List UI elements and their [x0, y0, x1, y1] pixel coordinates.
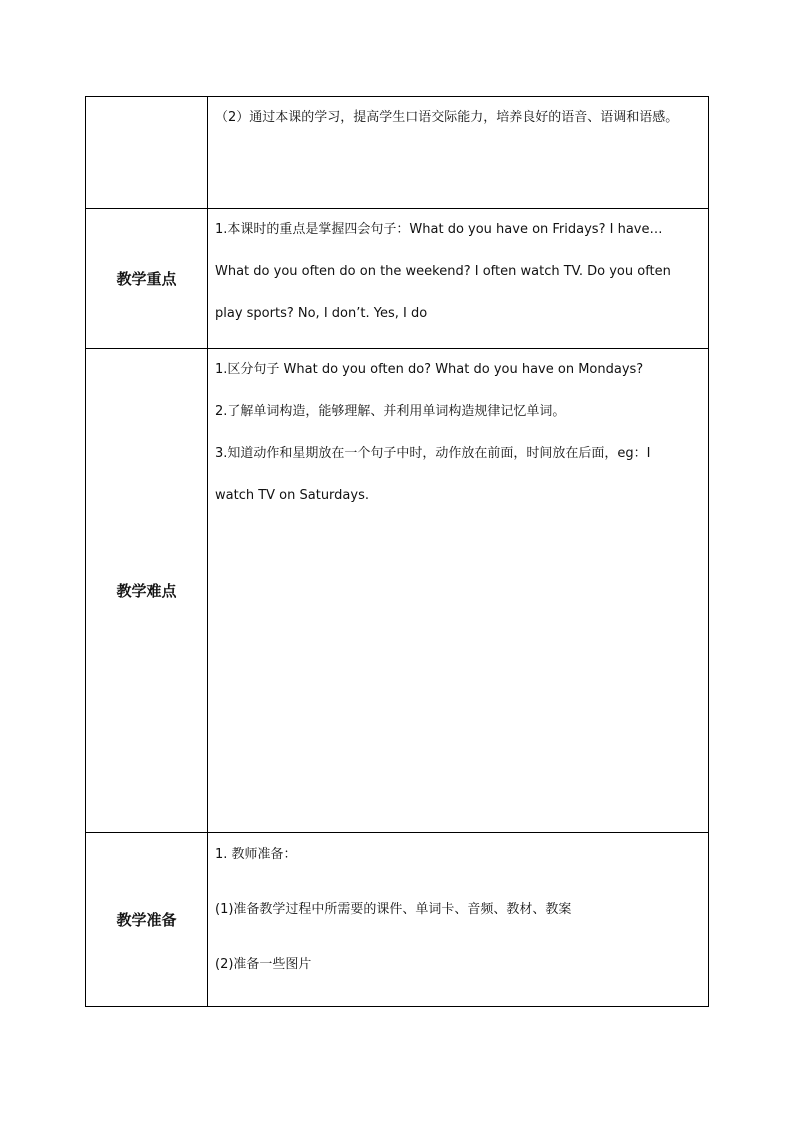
preparation-label: 教学准备: [86, 833, 208, 1007]
difficulties-line-1: 1.区分句子 What do you often do? What do you have on Mondays?: [215, 362, 644, 377]
key-points-content: [208, 209, 709, 349]
difficulties-line-2: 2.了解单词构造，能够理解、并利用单词构造规律记忆单词。: [215, 404, 566, 419]
key-points-line-3: play sports? No, I don’t. Yes, I do: [215, 306, 428, 321]
table-row-difficulties: [86, 349, 709, 833]
table-row-objectives: [86, 97, 709, 209]
preparation-line-2: (1)准备教学过程中所需要的课件、单词卡、音频、教材、教案: [215, 902, 572, 917]
difficulties-label: 教学难点: [86, 349, 208, 833]
lesson-plan-table: [85, 96, 709, 1007]
key-points-line-2: What do you often do on the weekend? I often watch TV. Do you often: [215, 264, 671, 279]
table-row-preparation: [86, 833, 709, 1007]
key-points-label: 教学重点: [86, 209, 208, 349]
preparation-content: [208, 833, 709, 1007]
table-row-key-points: [86, 209, 709, 349]
difficulties-content: [208, 349, 709, 833]
difficulties-line-4: watch TV on Saturdays.: [215, 488, 369, 503]
objectives-content: [208, 97, 709, 209]
row-label-empty: [86, 97, 208, 209]
key-points-line-1: 1.本课时的重点是掌握四会句子：What do you have on Fridays? I have…: [215, 222, 663, 237]
preparation-line-3: (2)准备一些图片: [215, 957, 312, 972]
objectives-line-1: （2）通过本课的学习，提高学生口语交际能力，培养良好的语音、语调和语感。: [215, 110, 679, 125]
difficulties-line-3: 3.知道动作和星期放在一个句子中时，动作放在前面，时间放在后面，eg：I: [215, 446, 651, 461]
preparation-line-1: 1. 教师准备：: [215, 847, 297, 862]
